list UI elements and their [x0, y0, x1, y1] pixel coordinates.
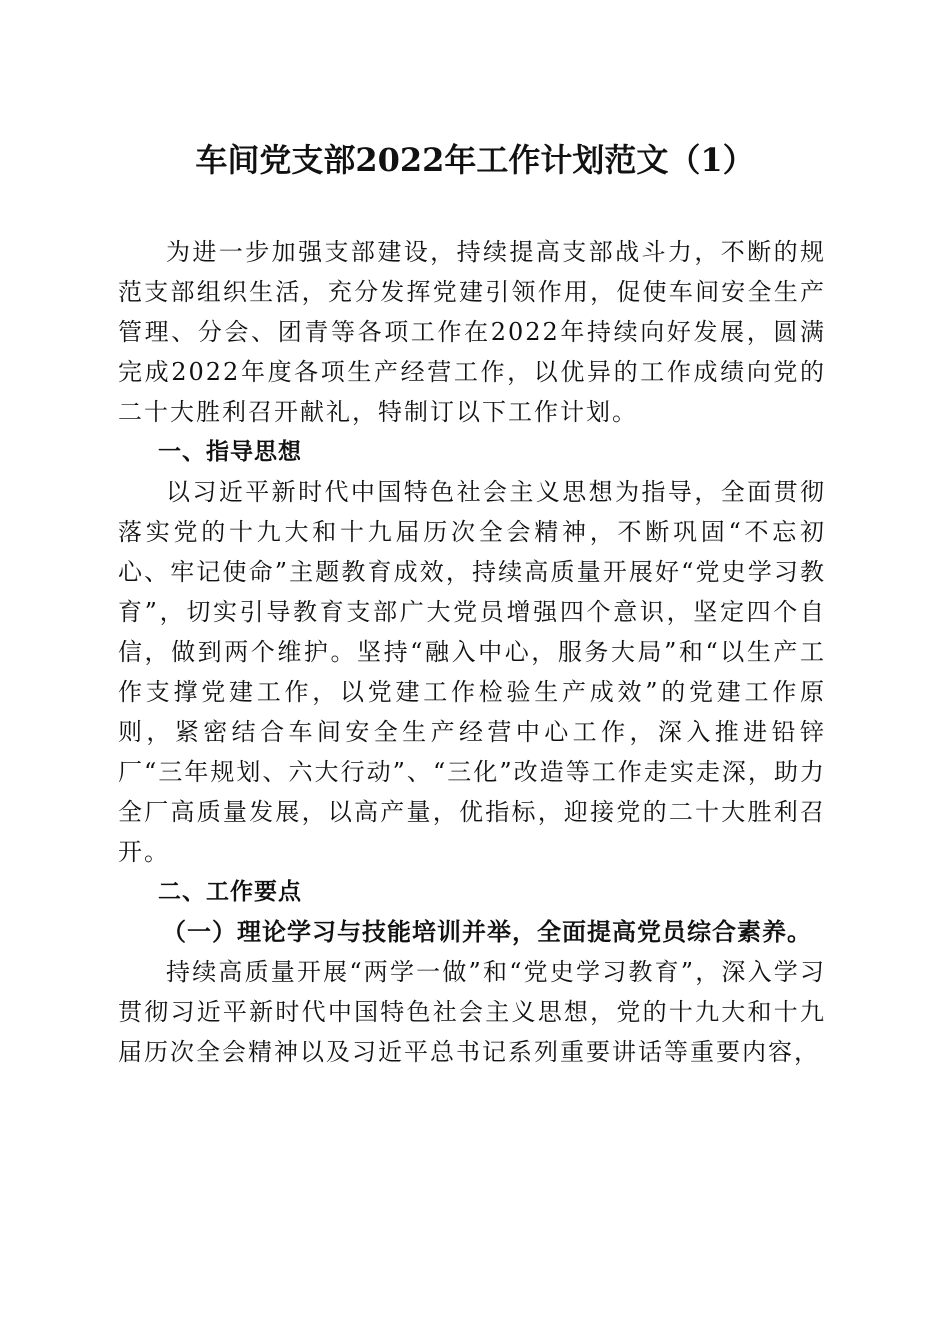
theory-study-paragraph: 持续高质量开展“两学一做”和“党史学习教育”，深入学习贯彻习近平新时代中国特色社会主义思想，党的十九大和十九届历次全会精神以及习近平总书记系列重要讲话等重要内容，: [118, 958, 826, 1066]
intro-paragraph: 为进一步加强支部建设，持续提高支部战斗力，不断的规范支部组织生活，充分发挥党建引领作用，促使车间安全生产管理、分会、团青等各项工作在2022年持续向好发展，圆满完成2022年度各项生产经营工作，以优异的工作成绩向党的二十大胜利召开献礼，特制订以下工作计划。: [118, 238, 826, 426]
section-heading-guiding-ideology: 一、指导思想: [158, 439, 302, 465]
document-title: 车间党支部2022年工作计划范文（1）: [195, 141, 755, 179]
document-body: [118, 232, 826, 1072]
section-heading-work-points: 二、工作要点: [158, 879, 302, 905]
subsection-heading-theory-study: （一）理论学习与技能培训并举，全面提高党员综合素养。: [162, 917, 812, 946]
guiding-ideology-paragraph: 以习近平新时代中国特色社会主义思想为指导，全面贯彻落实党的十九大和十九届历次全会精神，不断巩固“不忘初心、牢记使命”主题教育成效，持续高质量开展好“党史学习教育”，切实引导教育支部广大党员增强四个意识，坚定四个自信，做到两个维护。坚持“融入中心，服务大局”和“以生产工作支撑党建工作，以党建工作检验生产成效”的党建工作原则，紧密结合车间安全生产经营中心工作，深入推进铅锌厂“三年规划、六大行动”、“三化”改造等工作走实走深，助力全厂高质量发展，以高产量，优指标，迎接党的二十大胜利召开。: [118, 478, 826, 866]
